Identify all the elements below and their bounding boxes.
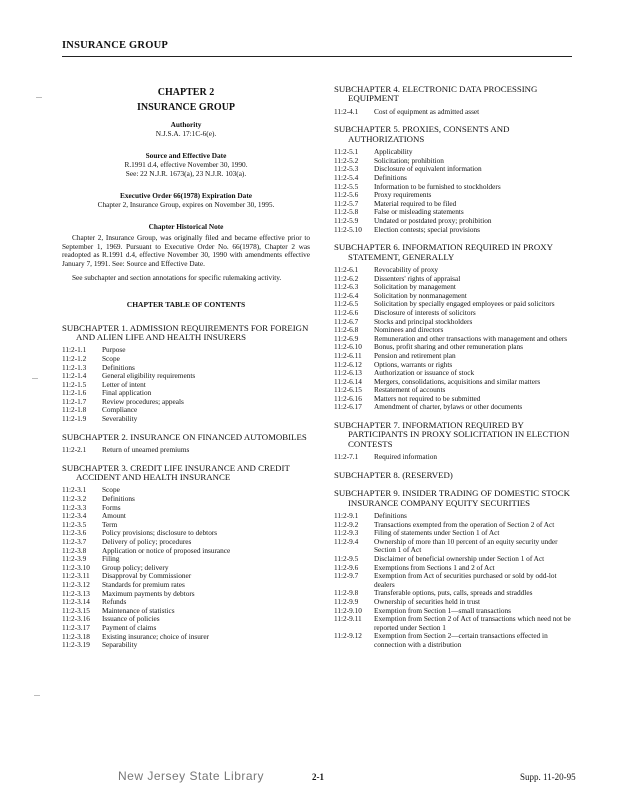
section-title: Dissenters' rights of appraisal <box>374 273 461 283</box>
section-title: Issuance of policies <box>102 614 160 624</box>
section-title: Ownership of securities held in trust <box>374 597 480 607</box>
section-number: 11:2-3.18 <box>62 631 90 641</box>
section-title: Solicitation by management <box>374 282 456 292</box>
section-number: 11:2-1.4 <box>62 371 87 381</box>
section-row <box>62 555 310 564</box>
page-number: 2-1 <box>312 772 324 782</box>
section-number: 11:2-6.9 <box>334 333 359 343</box>
section-title: Purpose <box>102 345 126 355</box>
executive-order-text: Chapter 2, Insurance Group, expires on November 30, 1995. <box>97 199 275 209</box>
section-number: 11:2-9.8 <box>334 588 359 598</box>
section-title: Proxy requirements <box>374 190 432 200</box>
section-number: 11:2-6.8 <box>334 325 359 335</box>
section-list <box>334 148 574 234</box>
section-title: Solicitation by specially engaged employees or paid solicitors <box>374 299 555 309</box>
section-row <box>62 633 310 642</box>
section-title: Remuneration and other transactions with management and others <box>374 333 568 343</box>
section-title: Restatement of accounts <box>374 385 446 395</box>
section-number: 11:2-1.8 <box>62 405 87 415</box>
section-title: Exemption from Section 1—small transactions <box>374 605 511 615</box>
left-subchapter-list <box>62 324 310 650</box>
section-number: 11:2-6.13 <box>334 368 362 378</box>
subchapter-block <box>62 433 310 455</box>
section-number: 11:2-9.9 <box>334 597 359 607</box>
section-number: 11:2-7.1 <box>334 452 359 462</box>
section-title: Ownership of more than 10 percent of an equity security under Section 1 of Act <box>374 536 558 555</box>
section-title: Definitions <box>102 362 135 372</box>
section-title: Matters not required to be submitted <box>374 393 481 403</box>
section-row <box>62 495 310 504</box>
section-row <box>62 504 310 513</box>
section-number: 11:2-4.1 <box>334 106 359 116</box>
section-row <box>62 641 310 650</box>
section-title: Disclosure of equivalent information <box>374 164 482 174</box>
section-title: Definitions <box>374 511 407 521</box>
section-number: 11:2-6.14 <box>334 376 362 386</box>
section-title: Letter of intent <box>102 379 146 389</box>
source-text-1: R.1991 d.4, effective November 30, 1990. <box>124 159 248 169</box>
section-number: 11:2-1.5 <box>62 379 87 389</box>
section-number: 11:2-1.6 <box>62 388 87 398</box>
subchapter-title: SUBCHAPTER 8. (RESERVED) <box>334 469 453 480</box>
section-list <box>62 346 310 423</box>
section-row <box>334 226 574 235</box>
section-title: Transactions exempted from the operation of Section 2 of Act <box>374 519 555 529</box>
section-number: 11:2-3.16 <box>62 614 90 624</box>
section-number: 11:2-5.1 <box>334 147 359 157</box>
section-number: 11:2-3.6 <box>62 528 87 538</box>
section-title: Material required to be filed <box>374 198 457 208</box>
section-row <box>62 446 310 455</box>
section-row <box>62 547 310 556</box>
section-title: Election contests; special provisions <box>374 224 480 234</box>
section-number: 11:2-9.6 <box>334 562 359 572</box>
executive-order-heading: Executive Order 66(1978) Expiration Date <box>120 191 252 201</box>
section-title: Group policy; delivery <box>102 562 169 572</box>
section-row <box>334 352 574 361</box>
section-number: 11:2-6.10 <box>334 342 362 352</box>
section-number: 11:2-3.4 <box>62 511 87 521</box>
section-row <box>334 165 574 174</box>
left-column <box>62 85 310 650</box>
section-list <box>62 486 310 649</box>
section-row <box>62 355 310 364</box>
section-title: Undated or postdated proxy; prohibition <box>374 215 492 225</box>
subchapter-title: SUBCHAPTER 3. CREDIT LIFE INSURANCE AND CREDIT ACCIDENT AND HEALTH INSURANCE <box>62 462 290 483</box>
section-title: Mergers, consolidations, acquisitions and similar matters <box>374 376 541 386</box>
section-number: 11:2-9.5 <box>334 554 359 564</box>
section-number: 11:2-5.5 <box>334 181 359 191</box>
section-list <box>62 446 310 455</box>
section-row <box>334 632 574 649</box>
section-number: 11:2-6.5 <box>334 299 359 309</box>
section-title: General eligibility requirements <box>102 371 196 381</box>
right-subchapter-list <box>334 85 574 650</box>
subchapter-block <box>62 464 310 650</box>
subchapter-block <box>334 125 574 234</box>
section-number: 11:2-1.9 <box>62 414 87 424</box>
section-list <box>334 266 574 412</box>
section-row <box>62 486 310 495</box>
section-row <box>62 572 310 581</box>
section-number: 11:2-3.3 <box>62 502 87 512</box>
supplement-date: Supp. 11-20-95 <box>520 772 576 782</box>
subchapter-title: SUBCHAPTER 4. ELECTRONIC DATA PROCESSING EQUIPMENT <box>334 84 538 104</box>
section-number: 11:2-6.6 <box>334 307 359 317</box>
section-row <box>62 598 310 607</box>
section-title: Disclaimer of beneficial ownership under Section 1 of Act <box>374 554 545 564</box>
section-title: Stocks and principal stockholders <box>374 316 473 326</box>
section-title: Payment of claims <box>102 622 157 632</box>
section-title: Information to be furnished to stockholders <box>374 181 501 191</box>
running-head: INSURANCE GROUP <box>62 40 168 51</box>
section-title: Pension and retirement plan <box>374 350 456 360</box>
section-title: Scope <box>102 353 120 363</box>
subchapter-block <box>334 243 574 412</box>
section-number: 11:2-3.19 <box>62 640 90 650</box>
section-title: Delivery of policy; procedures <box>102 537 192 547</box>
section-title: Options, warrants or rights <box>374 359 453 369</box>
historical-note-heading: Chapter Historical Note <box>148 222 224 232</box>
section-number: 11:2-1.7 <box>62 396 87 406</box>
section-row <box>334 453 574 462</box>
section-title: Filing <box>102 554 120 564</box>
section-number: 11:2-3.14 <box>62 597 90 607</box>
subchapter-title: SUBCHAPTER 7. INFORMATION REQUIRED BY PARTICIPANTS IN PROXY SOLICITATION IN ELECTION CONTESTS <box>334 420 570 449</box>
subchapter-block <box>334 421 574 462</box>
section-row <box>334 148 574 157</box>
subchapter-block <box>62 324 310 424</box>
section-row <box>334 615 574 632</box>
section-number: 11:2-1.1 <box>62 345 87 355</box>
section-title: Review procedures; appeals <box>102 396 184 406</box>
section-number: 11:2-6.11 <box>334 350 362 360</box>
section-title: False or misleading statements <box>374 207 464 217</box>
section-list <box>334 453 574 462</box>
chapter-number: CHAPTER 2 <box>157 87 215 98</box>
section-title: Definitions <box>374 173 407 182</box>
section-number: 11:2-3.7 <box>62 537 87 547</box>
section-number: 11:2-3.5 <box>62 519 87 529</box>
section-title: Application or notice of proposed insurance <box>102 545 231 555</box>
section-title: Forms <box>102 502 121 512</box>
section-list <box>334 512 574 650</box>
section-number: 11:2-5.4 <box>334 173 359 182</box>
section-title: Scope <box>102 485 120 495</box>
section-row <box>334 108 574 117</box>
subchapter-title: SUBCHAPTER 2. INSURANCE ON FINANCED AUTOMOBILES <box>62 431 307 442</box>
section-number: 11:2-6.15 <box>334 385 362 395</box>
historical-note-text: Chapter 2, Insurance Group, was originally filed and became effective prior to September 1, 1969. Pursuant to Executive Order No. 66(1978), Chapter 2 was readopted as R.1991 d.4, effective November 30, 1990 with amendments effective January 7, 1991. See: Source and Effective Date. <box>62 232 310 268</box>
section-number: 11:2-9.1 <box>334 511 359 521</box>
scan-speck <box>36 97 42 98</box>
section-row <box>62 415 310 424</box>
section-number: 11:2-5.7 <box>334 198 359 208</box>
section-number: 11:2-5.10 <box>334 224 362 234</box>
section-number: 11:2-9.4 <box>334 536 359 546</box>
scan-speck <box>34 695 40 696</box>
section-title: Exemption from Act of securities purchased or sold by odd-lot dealers <box>374 571 557 589</box>
section-row <box>62 512 310 521</box>
section-title: Refunds <box>102 597 127 607</box>
subchapter-block <box>334 471 574 480</box>
section-title: Transferable options, puts, calls, spreads and straddles <box>374 588 533 598</box>
section-title: Authorization or issuance of stock <box>374 368 475 378</box>
subchapter-title: SUBCHAPTER 6. INFORMATION REQUIRED IN PROXY STATEMENT, GENERALLY <box>334 242 553 262</box>
section-number: 11:2-5.8 <box>334 207 359 217</box>
subchapter-block <box>334 489 574 649</box>
chapter-name: INSURANCE GROUP <box>136 101 236 113</box>
section-number: 11:2-6.17 <box>334 402 362 412</box>
section-number: 11:2-6.2 <box>334 273 359 283</box>
section-number: 11:2-3.17 <box>62 622 90 632</box>
section-row <box>62 590 310 599</box>
section-row <box>62 389 310 398</box>
section-list <box>334 108 574 117</box>
authority-heading: Authority <box>170 120 202 130</box>
section-row <box>62 607 310 616</box>
section-number: 11:2-3.8 <box>62 545 87 555</box>
historical-note-text-2: See subchapter and section annotations for specific rulemaking activity. <box>72 273 282 283</box>
section-title: Applicability <box>374 147 413 157</box>
section-title: Cost of equipment as admitted asset <box>374 106 480 116</box>
header-rule <box>62 56 572 57</box>
section-title: Disclosure of interests of solicitors <box>374 307 476 317</box>
section-title: Final application <box>102 388 152 398</box>
section-number: 11:2-2.1 <box>62 445 87 455</box>
section-title: Nominees and directors <box>374 325 444 335</box>
section-title: Standards for premium rates <box>102 580 185 589</box>
section-number: 11:2-3.2 <box>62 494 87 504</box>
section-number: 11:2-3.10 <box>62 562 90 572</box>
section-number: 11:2-9.10 <box>334 605 362 615</box>
section-row <box>62 346 310 355</box>
section-row <box>62 406 310 415</box>
section-number: 11:2-6.7 <box>334 316 359 326</box>
section-title: Return of unearned premiums <box>102 445 190 455</box>
source-heading: Source and Effective Date <box>145 151 227 161</box>
section-title: Amendment of charter, bylaws or other documents <box>374 402 523 412</box>
section-number: 11:2-6.12 <box>334 359 362 369</box>
section-title: Separability <box>102 640 138 650</box>
section-title: Maintenance of statistics <box>102 605 175 615</box>
section-number: 11:2-5.9 <box>334 215 359 225</box>
section-title: Maximum payments by debtors <box>102 588 195 598</box>
section-title: Term <box>102 519 118 529</box>
section-number: 11:2-9.7 <box>334 571 359 581</box>
section-row <box>334 318 574 327</box>
section-title: Filing of statements under Section 1 of Act <box>374 528 500 538</box>
section-number: 11:2-9.12 <box>334 631 362 641</box>
subchapter-block <box>334 85 574 116</box>
section-title: Disapproval by Commissioner <box>102 571 192 581</box>
section-number: 11:2-9.3 <box>334 528 359 538</box>
section-number: 11:2-9.2 <box>334 519 359 529</box>
table-of-contents-heading: CHAPTER TABLE OF CONTENTS <box>126 299 246 309</box>
section-title: Severability <box>102 414 138 424</box>
section-title: Exemptions from Sections 1 and 2 of Act <box>374 562 495 572</box>
section-title: Solicitation by nonmanagement <box>374 290 467 300</box>
section-title: Existing insurance; choice of insurer <box>102 631 209 641</box>
section-row <box>334 538 574 555</box>
section-title: Revocability of proxy <box>374 264 439 274</box>
section-number: 11:2-9.11 <box>334 614 362 624</box>
subchapter-title: SUBCHAPTER 1. ADMISSION REQUIREMENTS FOR FOREIGN AND ALIEN LIFE AND HEALTH INSURERS <box>62 322 309 342</box>
section-title: Definitions <box>102 494 135 504</box>
section-row <box>334 378 574 387</box>
section-title: Exemption from Section 2 of Act of transactions which need not be reported under Section 1 <box>374 614 571 632</box>
section-number: 11:2-6.3 <box>334 282 359 292</box>
section-number: 11:2-5.6 <box>334 190 359 200</box>
section-number: 11:2-5.2 <box>334 155 359 165</box>
section-row <box>62 381 310 390</box>
subchapter-title: SUBCHAPTER 9. INSIDER TRADING OF DOMESTIC STOCK INSURANCE COMPANY EQUITY SECURITIES <box>334 488 570 508</box>
section-number: 11:2-1.3 <box>62 362 87 372</box>
section-number: 11:2-3.11 <box>62 571 90 581</box>
section-row <box>62 615 310 624</box>
section-number: 11:2-6.4 <box>334 290 359 300</box>
section-number: 11:2-3.12 <box>62 580 90 589</box>
section-row <box>334 572 574 589</box>
subchapter-title: SUBCHAPTER 5. PROXIES, CONSENTS AND AUTHORIZATIONS <box>334 124 510 144</box>
section-row <box>62 372 310 381</box>
authority-text: N.J.S.A. 17:1C-6(e). <box>155 128 217 138</box>
section-number: 11:2-6.16 <box>334 393 362 403</box>
section-number: 11:2-3.15 <box>62 605 90 615</box>
section-title: Solicitation; prohibition <box>374 155 444 165</box>
section-number: 11:2-5.3 <box>334 164 359 174</box>
section-row <box>334 403 574 412</box>
section-title: Exemption from Section 2—certain transactions effected in connection with a distribution <box>374 631 548 649</box>
section-title: Compliance <box>102 405 138 415</box>
source-text-2: See: 22 N.J.R. 1673(a), 23 N.J.R. 103(a). <box>125 168 247 178</box>
section-number: 11:2-3.1 <box>62 485 87 495</box>
scan-speck <box>32 378 38 379</box>
section-number: 11:2-6.1 <box>334 264 359 274</box>
right-column <box>334 85 574 650</box>
section-title: Required information <box>374 452 438 462</box>
section-row <box>62 398 310 407</box>
library-watermark: New Jersey State Library <box>118 769 265 783</box>
section-row <box>334 183 574 192</box>
section-number: 11:2-3.13 <box>62 588 90 598</box>
section-number: 11:2-1.2 <box>62 353 87 363</box>
section-number: 11:2-3.9 <box>62 554 87 564</box>
section-title: Policy provisions; disclosure to debtors <box>102 528 218 538</box>
section-title: Bonus, profit sharing and other remuneration plans <box>374 342 523 352</box>
section-title: Amount <box>102 511 126 521</box>
